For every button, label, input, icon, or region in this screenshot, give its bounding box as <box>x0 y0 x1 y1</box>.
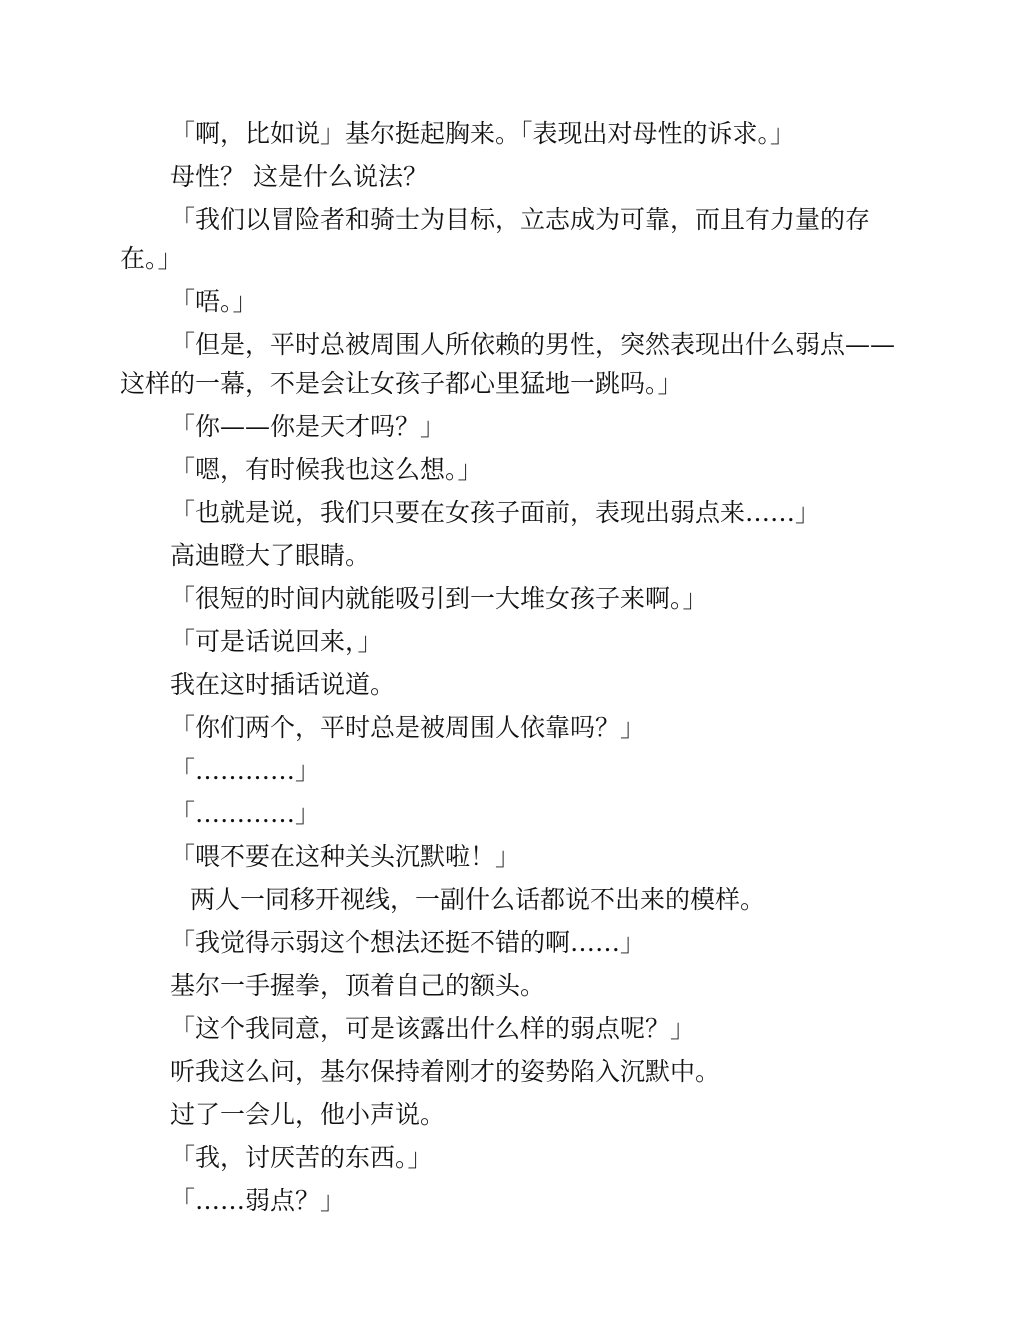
paragraph: 高迪瞪大了眼睛。 <box>170 541 371 570</box>
paragraph: 两人一同移开视线，一副什么话都说不出来的模样。 <box>190 885 766 914</box>
paragraph: 「我们以冒险者和骑士为目标，立志成为可靠，而且有力量的存在。」 <box>120 205 871 273</box>
paragraph: 我在这时插话说道。 <box>170 670 396 699</box>
paragraph: 「你们两个，平时总是被周围人依靠吗？」 <box>170 713 646 742</box>
paragraph: 「也就是说，我们只要在女孩子面前，表现出弱点来……」 <box>170 498 821 527</box>
paragraph: 「…………」 <box>170 799 321 828</box>
paragraph: 「很短的时间内就能吸引到一大堆女孩子来啊。」 <box>170 584 708 613</box>
paragraph: 「这个我同意，可是该露出什么样的弱点呢？」 <box>170 1014 696 1043</box>
paragraph: 过了一会儿，他小声说。 <box>170 1100 446 1129</box>
paragraph: 听我这么问，基尔保持着刚才的姿势陷入沉默中。 <box>170 1057 721 1086</box>
paragraph: 「……弱点？」 <box>170 1186 346 1215</box>
paragraph: 「你——你是天才吗？」 <box>170 412 446 441</box>
paragraph: 「我，讨厌苦的东西。」 <box>170 1143 433 1172</box>
paragraph: 「嗯，有时候我也这么想。」 <box>170 455 483 484</box>
paragraph: 母性？ 这是什么说法？ <box>170 162 428 191</box>
paragraph: 「但是，平时总被周围人所依赖的男性，突然表现出什么弱点——这样的一幕，不是会让女孩子都心里猛地一跳吗。」 <box>120 330 896 398</box>
document-page <box>120 114 900 1224</box>
paragraph: 「啊，比如说」基尔挺起胸来。「表现出对母性的诉求。」 <box>170 119 796 148</box>
paragraph: 「可是话说回来，」 <box>170 627 383 656</box>
paragraph: 「…………」 <box>170 756 321 785</box>
paragraph: 「我觉得示弱这个想法还挺不错的啊……」 <box>170 928 646 957</box>
paragraph: 「喂不要在这种关头沉默啦！」 <box>170 842 521 871</box>
paragraph: 「唔。」 <box>170 287 258 316</box>
paragraph: 基尔一手握拳，顶着自己的额头。 <box>170 971 546 1000</box>
